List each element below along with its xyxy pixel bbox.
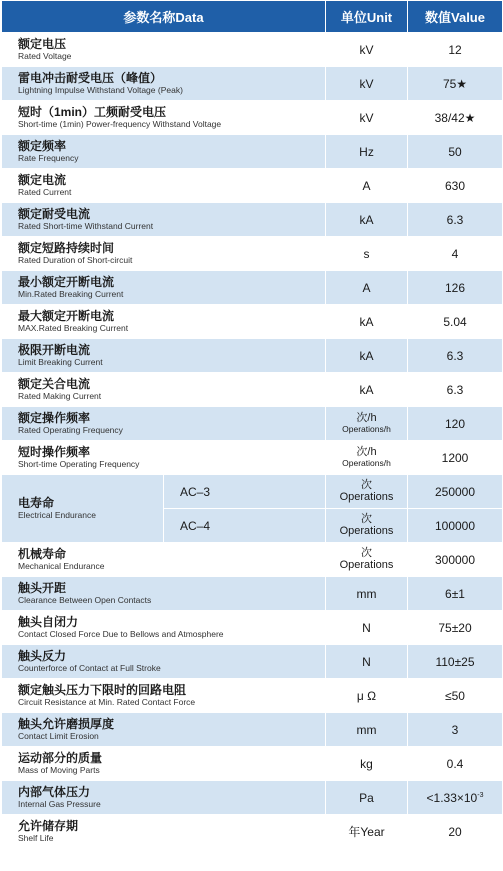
param-value: 75±20 — [408, 611, 503, 645]
param-unit: N — [326, 645, 408, 679]
param-name: 额定电压 Rated Voltage — [2, 33, 326, 67]
param-name: 电寿命 Electrical Endurance — [2, 475, 164, 543]
param-name: 额定触头压力下限时的回路电阻 Circuit Resistance at Min. Rated Contact Force — [2, 679, 326, 713]
param-unit: mm — [326, 577, 408, 611]
param-name: 短时（1min）工频耐受电压 Short-time (1min) Power-frequency Withstand Voltage — [2, 101, 326, 135]
param-unit: s — [326, 237, 408, 271]
table-row — [2, 577, 503, 611]
param-unit: 次 Operations — [326, 475, 408, 509]
param-value: 250000 — [408, 475, 503, 509]
sub-param-label: AC–3 — [164, 475, 326, 509]
param-unit: kV — [326, 67, 408, 101]
table-row — [2, 203, 503, 237]
param-value: 12 — [408, 33, 503, 67]
param-name: 额定频率 Rate Frequency — [2, 135, 326, 169]
table-row — [2, 611, 503, 645]
param-value: 3 — [408, 713, 503, 747]
param-unit: kV — [326, 33, 408, 67]
param-value: 1200 — [408, 441, 503, 475]
table-row — [2, 645, 503, 679]
table-row — [2, 373, 503, 407]
param-unit: μ Ω — [326, 679, 408, 713]
table-row — [2, 407, 503, 441]
param-name: 触头反力 Counterforce of Contact at Full Stroke — [2, 645, 326, 679]
table-row — [2, 101, 503, 135]
param-unit: Hz — [326, 135, 408, 169]
param-name: 运动部分的质量 Mass of Moving Parts — [2, 747, 326, 781]
param-value: 75★ — [408, 67, 503, 101]
param-name: 最小额定开断电流 Min.Rated Breaking Current — [2, 271, 326, 305]
table-row — [2, 339, 503, 373]
param-unit: 次/h Operations/h — [326, 407, 408, 441]
param-name: 额定电流 Rated Current — [2, 169, 326, 203]
param-unit: Pa — [326, 781, 408, 815]
param-unit: 次 Operations — [326, 543, 408, 577]
param-value: 300000 — [408, 543, 503, 577]
table-row — [2, 679, 503, 713]
table-row — [2, 441, 503, 475]
sub-param-label: AC–4 — [164, 509, 326, 543]
param-name: 最大额定开断电流 MAX.Rated Breaking Current — [2, 305, 326, 339]
table-row — [2, 815, 503, 849]
param-value: 50 — [408, 135, 503, 169]
table-header-row — [2, 1, 503, 33]
param-unit: kg — [326, 747, 408, 781]
param-value: 6±1 — [408, 577, 503, 611]
param-value: 5.04 — [408, 305, 503, 339]
param-value: 110±25 — [408, 645, 503, 679]
param-name: 极限开断电流 Limit Breaking Current — [2, 339, 326, 373]
param-value: ≤50 — [408, 679, 503, 713]
param-unit: kV — [326, 101, 408, 135]
header-unit: 单位Unit — [326, 1, 408, 33]
param-value: 120 — [408, 407, 503, 441]
table-row — [2, 33, 503, 67]
table-row — [2, 475, 503, 509]
param-value: 20 — [408, 815, 503, 849]
param-name: 内部气体压力 Internal Gas Pressure — [2, 781, 326, 815]
param-unit: N — [326, 611, 408, 645]
param-unit: A — [326, 271, 408, 305]
param-name: 额定操作频率 Rated Operating Frequency — [2, 407, 326, 441]
param-unit: 次/h Operations/h — [326, 441, 408, 475]
param-unit: kA — [326, 373, 408, 407]
param-value: 126 — [408, 271, 503, 305]
param-unit: kA — [326, 339, 408, 373]
param-value: 6.3 — [408, 373, 503, 407]
table-row — [2, 305, 503, 339]
table-row — [2, 169, 503, 203]
param-value: 4 — [408, 237, 503, 271]
param-name: 触头自闭力 Contact Closed Force Due to Bellows and Atmosphere — [2, 611, 326, 645]
param-unit: kA — [326, 305, 408, 339]
param-name: 额定短路持续时间 Rated Duration of Short-circuit — [2, 237, 326, 271]
param-name: 短时操作频率 Short-time Operating Frequency — [2, 441, 326, 475]
table-row — [2, 237, 503, 271]
table-row — [2, 713, 503, 747]
spec-table — [1, 0, 503, 849]
param-name: 机械寿命 Mechanical Endurance — [2, 543, 326, 577]
param-name: 触头允许磨损厚度 Contact Limit Erosion — [2, 713, 326, 747]
table-row — [2, 67, 503, 101]
header-param: 参数名称Data — [2, 1, 326, 33]
param-value: 630 — [408, 169, 503, 203]
param-value: 6.3 — [408, 339, 503, 373]
param-value: 0.4 — [408, 747, 503, 781]
param-value: 100000 — [408, 509, 503, 543]
param-unit: 次 Operations — [326, 509, 408, 543]
table-row — [2, 271, 503, 305]
header-value: 数值Value — [408, 1, 503, 33]
param-unit: kA — [326, 203, 408, 237]
param-unit: 年Year — [326, 815, 408, 849]
param-name: 雷电冲击耐受电压（峰值） Lightning Impulse Withstand Voltage (Peak) — [2, 67, 326, 101]
param-value: $<1.33\times 10^{-3}$ — [408, 781, 503, 815]
table-row — [2, 135, 503, 169]
param-value: 38/42★ — [408, 101, 503, 135]
param-name: 触头开距 Clearance Between Open Contacts — [2, 577, 326, 611]
param-name: 额定关合电流 Rated Making Current — [2, 373, 326, 407]
param-name: 允许储存期 Shelf Life — [2, 815, 326, 849]
table-row — [2, 543, 503, 577]
table-row — [2, 747, 503, 781]
param-unit: A — [326, 169, 408, 203]
param-unit: mm — [326, 713, 408, 747]
param-name: 额定耐受电流 Rated Short-time Withstand Current — [2, 203, 326, 237]
param-value: 6.3 — [408, 203, 503, 237]
table-row — [2, 781, 503, 815]
